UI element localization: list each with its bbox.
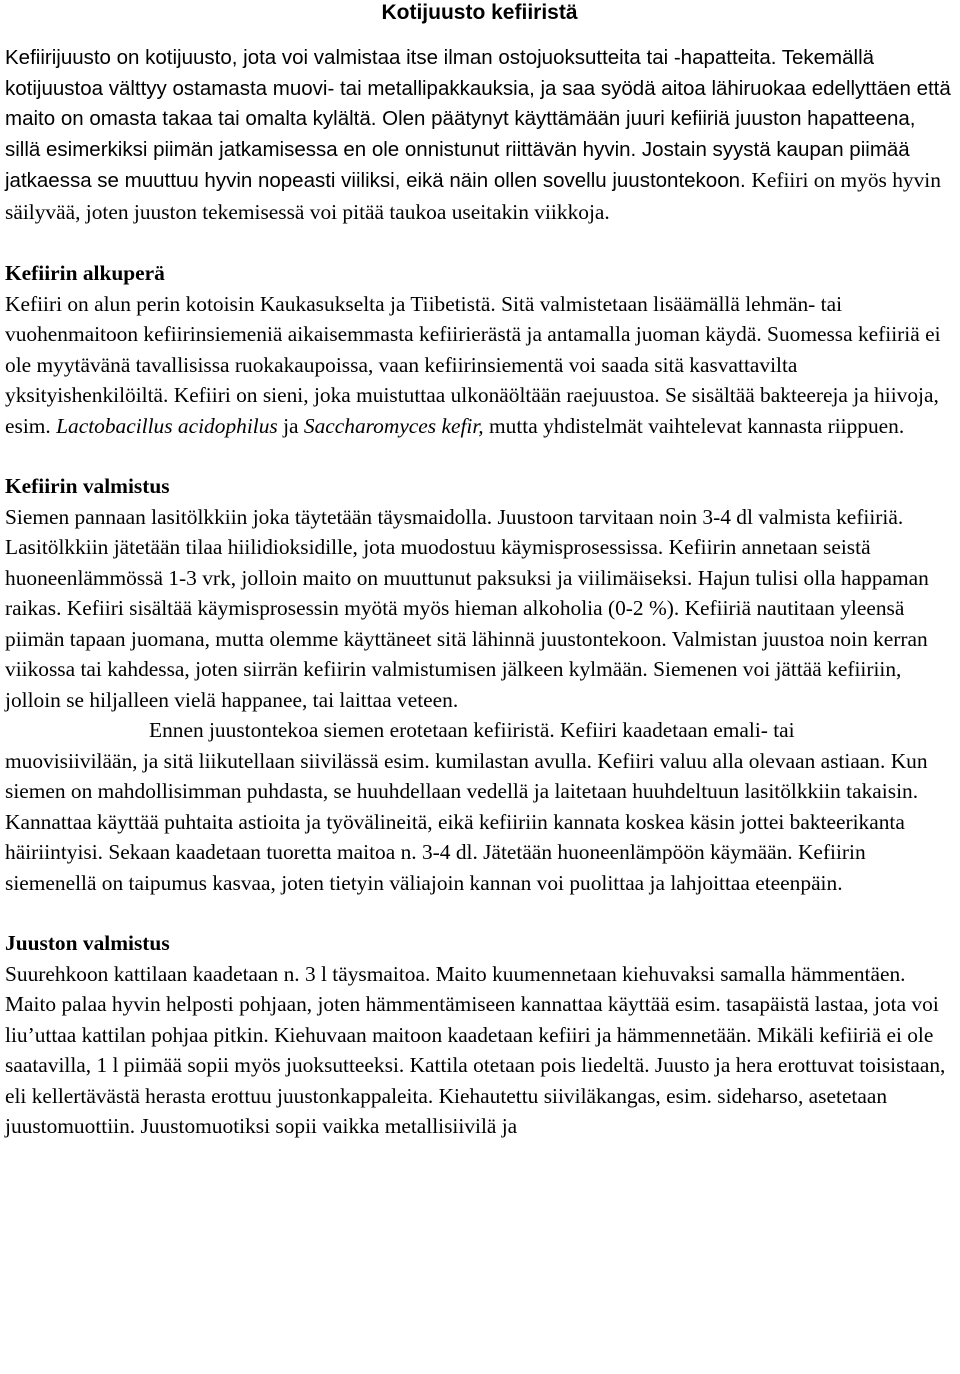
intro-text-sans: Kefiirijuusto on kotijuusto, jota voi valmistaa itse ilman ostojuoksutteita tai -hapatteita. Tekemällä kotijuustoa välttyy ostamasta muovi- tai metallipakkauksia, ja saa syödä aitoa lähiruokaa edellyttäen että maito on omasta takaa tai omalta kylältä. Olen päätynyt käyttämään juuri kefiiriä juuston hapatteena, sillä esimerkiksi piimän jatkamisessa en ole onnistunut riittävän hyvin. Jostain syystä kaupan piimää jatkaessa se muuttuu hyvin nopeasti viiliksi, eikä näin ollen sovellu juustontekoon. [5,46,951,192]
species-lactobacillus: Lactobacillus acidophilus [56,413,278,438]
origin-conj: ja [277,413,304,438]
origin-heading: Kefiirin alkuperä [5,261,165,285]
preparation-heading: Kefiirin valmistus [5,474,170,498]
preparation-paragraph-2-first-line: Ennen juustontekoa siemen erotetaan kefiiristä. Kefiiri kaadetaan emali- tai [149,718,795,742]
species-saccharomyces: Saccharomyces kefir, [303,413,484,438]
spacer [5,898,954,928]
intro-paragraph [5,43,954,228]
document-title: Kotijuusto kefiiristä [381,1,578,24]
spacer [5,228,954,258]
origin-text-end: mutta yhdistelmät vaihtelevat kannasta riippuen. [483,413,905,438]
cheese-paragraph: Suurehkoon kattilaan kaadetaan n. 3 l täysmaitoa. Maito kuumennetaan kiehuvaksi samalla hämmentäen. Maito palaa hyvin helposti pohjaan, joten hämmentämiseen kannattaa käyttää esim. tasapäistä lastaa, jota voi liu’uttaa kattilan pohjaa pitkin. Kiehuvaan maitoon kaadetaan kefiiri ja hämmennetään. Mikäli kefiiriä ei ole saatavilla, 1 l piimää sopii myös juoksutteeksi. Kattila otetaan pois liedeltä. Juusto ja hera erottuvat toisistaan, eli kellertävästä herasta erottuu juustonkappaleita. Kiehautettu siiviläkangas, esim. sideharso, asetetaan juustomuottiin. Juustomuotiksi sopii vaikka metallisiivilä ja [5,961,946,1138]
spacer [5,441,954,471]
cheese-heading: Juuston valmistus [5,931,170,955]
origin-text: Kefiiri on alun perin kotoisin Kaukasukselta ja Tiibetistä. Sitä valmistetaan lisäämällä lehmän- tai vuohenmaitoon kefiirinsiemeniä aikaisemmasta kefiirierästä ja antamalla juoman käydä. Suomessa kefiiriä ei ole myytävänä tavallisissa ruokakaupoissa, vaan kefiirinsiementä voi saada sitä kasvattavilta yksityishenkilöiltä. Kefiiri on sieni, joka muistuttaa ulkonäöltään raejuustoa. Se sisältää bakteereja ja hiivoja, esim. [5,291,941,438]
preparation-paragraph-1: Siemen pannaan lasitölkkiin joka täytetään täysmaidolla. Juustoon tarvitaan noin 3-4 dl valmista kefiiriä. Lasitölkkiin jätetään tilaa hiilidioksidille, jota muodostuu käymisprosessissa. Kefiirin annetaan seistä huoneenlämmössä 1-3 vrk, jolloin maito on muuttunut paksuksi ja viilimäiseksi. Hajun tulisi olla happaman raikas. Kefiiri sisältää käymisprosessin myötä myös hieman alkoholia (0-2 %). Kefiiriä nautitaan yleensä piimän tapaan juomana, mutta olemme käyttäneet sitä lähinnä juustontekoon. Valmistan juustoa noin kerran viikossa tai kahdessa, joten siirrän kefiirin valmistumisen jälkeen kylmään. Siemenen voi jättää kefiiriin, jolloin se hiljalleen vielä happanee, tai laittaa veteen. [5,504,929,712]
origin-paragraph [5,289,954,442]
intro-text-serif: Kefiiri on myös hyvin säilyvää, joten juuston tekemisessä voi pitää taukoa useitakin viikkoja. [5,168,941,224]
preparation-paragraph-2: muovisiivilään, ja sitä liikutellaan siivilässä esim. kumilastan avulla. Kefiiri valuu alla olevaan astiaan. Kun siemen on mahdollisimman puhdasta, se huuhdellaan vedellä ja laitetaan huuhdeltuun lasitölkkiin takaisin. Kannattaa käyttää puhtaita astioita ja työvälineitä, eikä kefiiriin kannata koskea käsin jottei bakteerikanta häiriintyisi. Sekaan kaadetaan tuoretta maitoa n. 3-4 dl. Jätetään huoneenlämpöön käymään. Kefiirin siemenellä on taipumus kasvaa, joten tietyin väliajoin kannan voi puolittaa ja lahjoittaa eteenpäin. [5,748,928,895]
